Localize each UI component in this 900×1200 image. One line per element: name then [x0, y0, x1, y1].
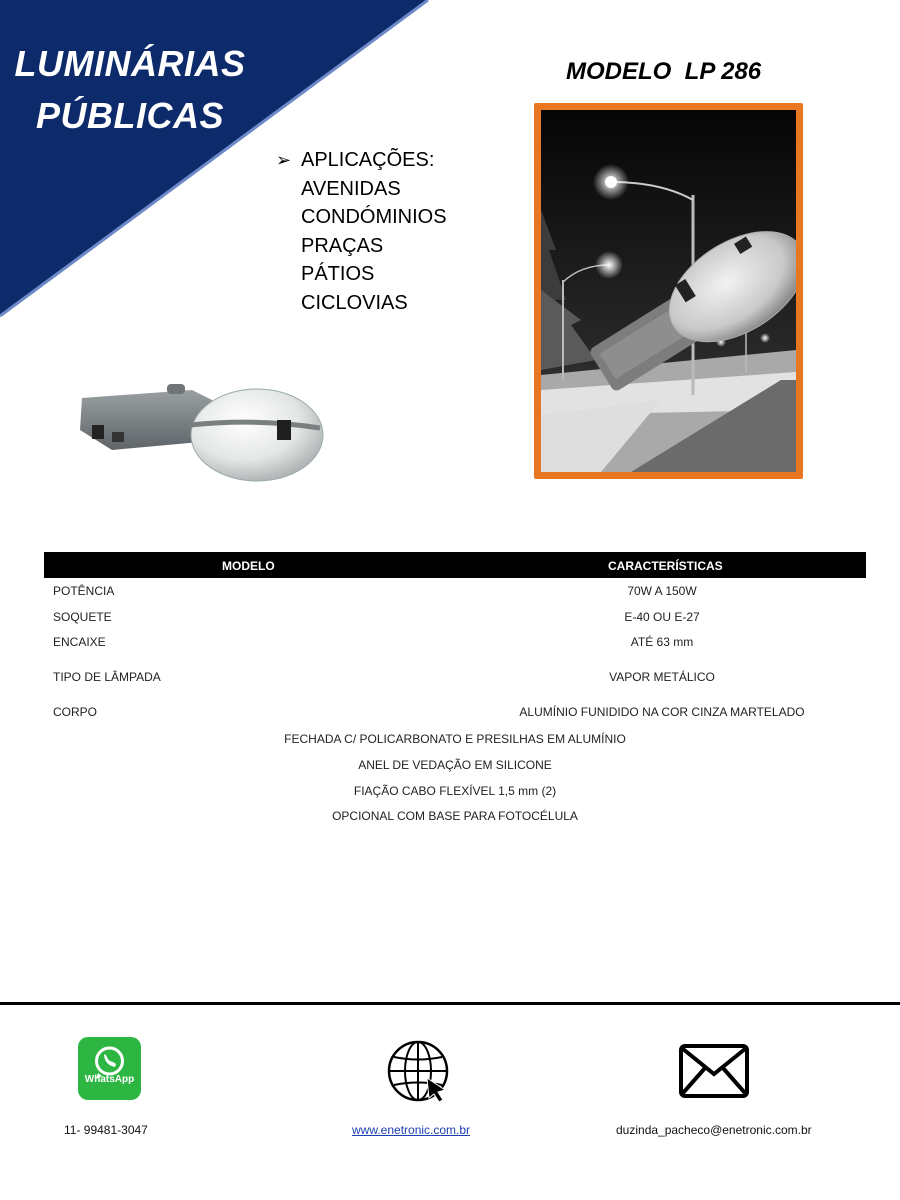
spec-table-header [44, 552, 866, 578]
application-item: CICLOVIAS [301, 291, 408, 314]
email-address[interactable]: duzinda_pacheco@enetronic.com.br [616, 1123, 812, 1137]
title-line-2: PÚBLICAS [35, 95, 224, 136]
row-value: E-40 OU E-27 [624, 610, 700, 624]
street-photo [541, 110, 796, 472]
spec-extra-line: FECHADA C/ POLICARBONATO E PRESILHAS EM ALUMÍNIO [284, 732, 626, 746]
footer-divider [0, 1002, 900, 1005]
application-item: AVENIDAS [301, 177, 401, 200]
row-label: POTÊNCIA [53, 584, 115, 598]
application-item: CONDÓMINIOS [301, 206, 447, 228]
row-label: CORPO [53, 705, 98, 719]
row-label: TIPO DE LÂMPADA [53, 670, 161, 684]
page-title [0, 38, 260, 142]
arrow-bullet-icon: ➢ [276, 150, 292, 170]
whatsapp-icon[interactable] [78, 1037, 141, 1105]
spec-table [44, 552, 866, 719]
title-line-1: LUMINÁRIAS [14, 43, 246, 84]
model-title: MODELO LP 286 [566, 58, 762, 85]
mail-icon[interactable] [678, 1043, 750, 1104]
header-model: MODELO [222, 559, 275, 573]
street-photo-frame [534, 103, 803, 479]
row-label: ENCAIXE [53, 635, 106, 649]
spec-extra-line: ANEL DE VEDAÇÃO EM SILICONE [358, 758, 552, 772]
applications-list [276, 146, 447, 317]
spec-extra-line: OPCIONAL COM BASE PARA FOTOCÉLULA [332, 809, 578, 823]
row-value: 70W A 150W [627, 584, 697, 598]
whatsapp-label: WhatsApp [84, 1074, 135, 1085]
row-value: VAPOR METÁLICO [609, 670, 715, 684]
phone-number: 11- 99481-3047 [64, 1123, 148, 1137]
application-item: PÁTIOS [301, 263, 375, 285]
applications-heading: APLICAÇÕES: [301, 149, 435, 171]
header-features: CARACTERÍSTICAS [608, 559, 723, 573]
application-item: PRAÇAS [301, 234, 384, 257]
spec-extra-line: FIAÇÃO CABO FLEXÍVEL 1,5 mm (2) [353, 784, 557, 798]
row-value: ALUMÍNIO FUNIDIDO NA COR CINZA MARTELADO [519, 705, 805, 719]
applications-heading-row [276, 146, 447, 175]
row-value: ATÉ 63 mm [630, 635, 694, 649]
row-label: SOQUETE [53, 610, 112, 624]
product-image [72, 380, 332, 500]
globe-icon[interactable] [387, 1040, 451, 1109]
website-link[interactable]: www.enetronic.com.br [352, 1123, 471, 1137]
